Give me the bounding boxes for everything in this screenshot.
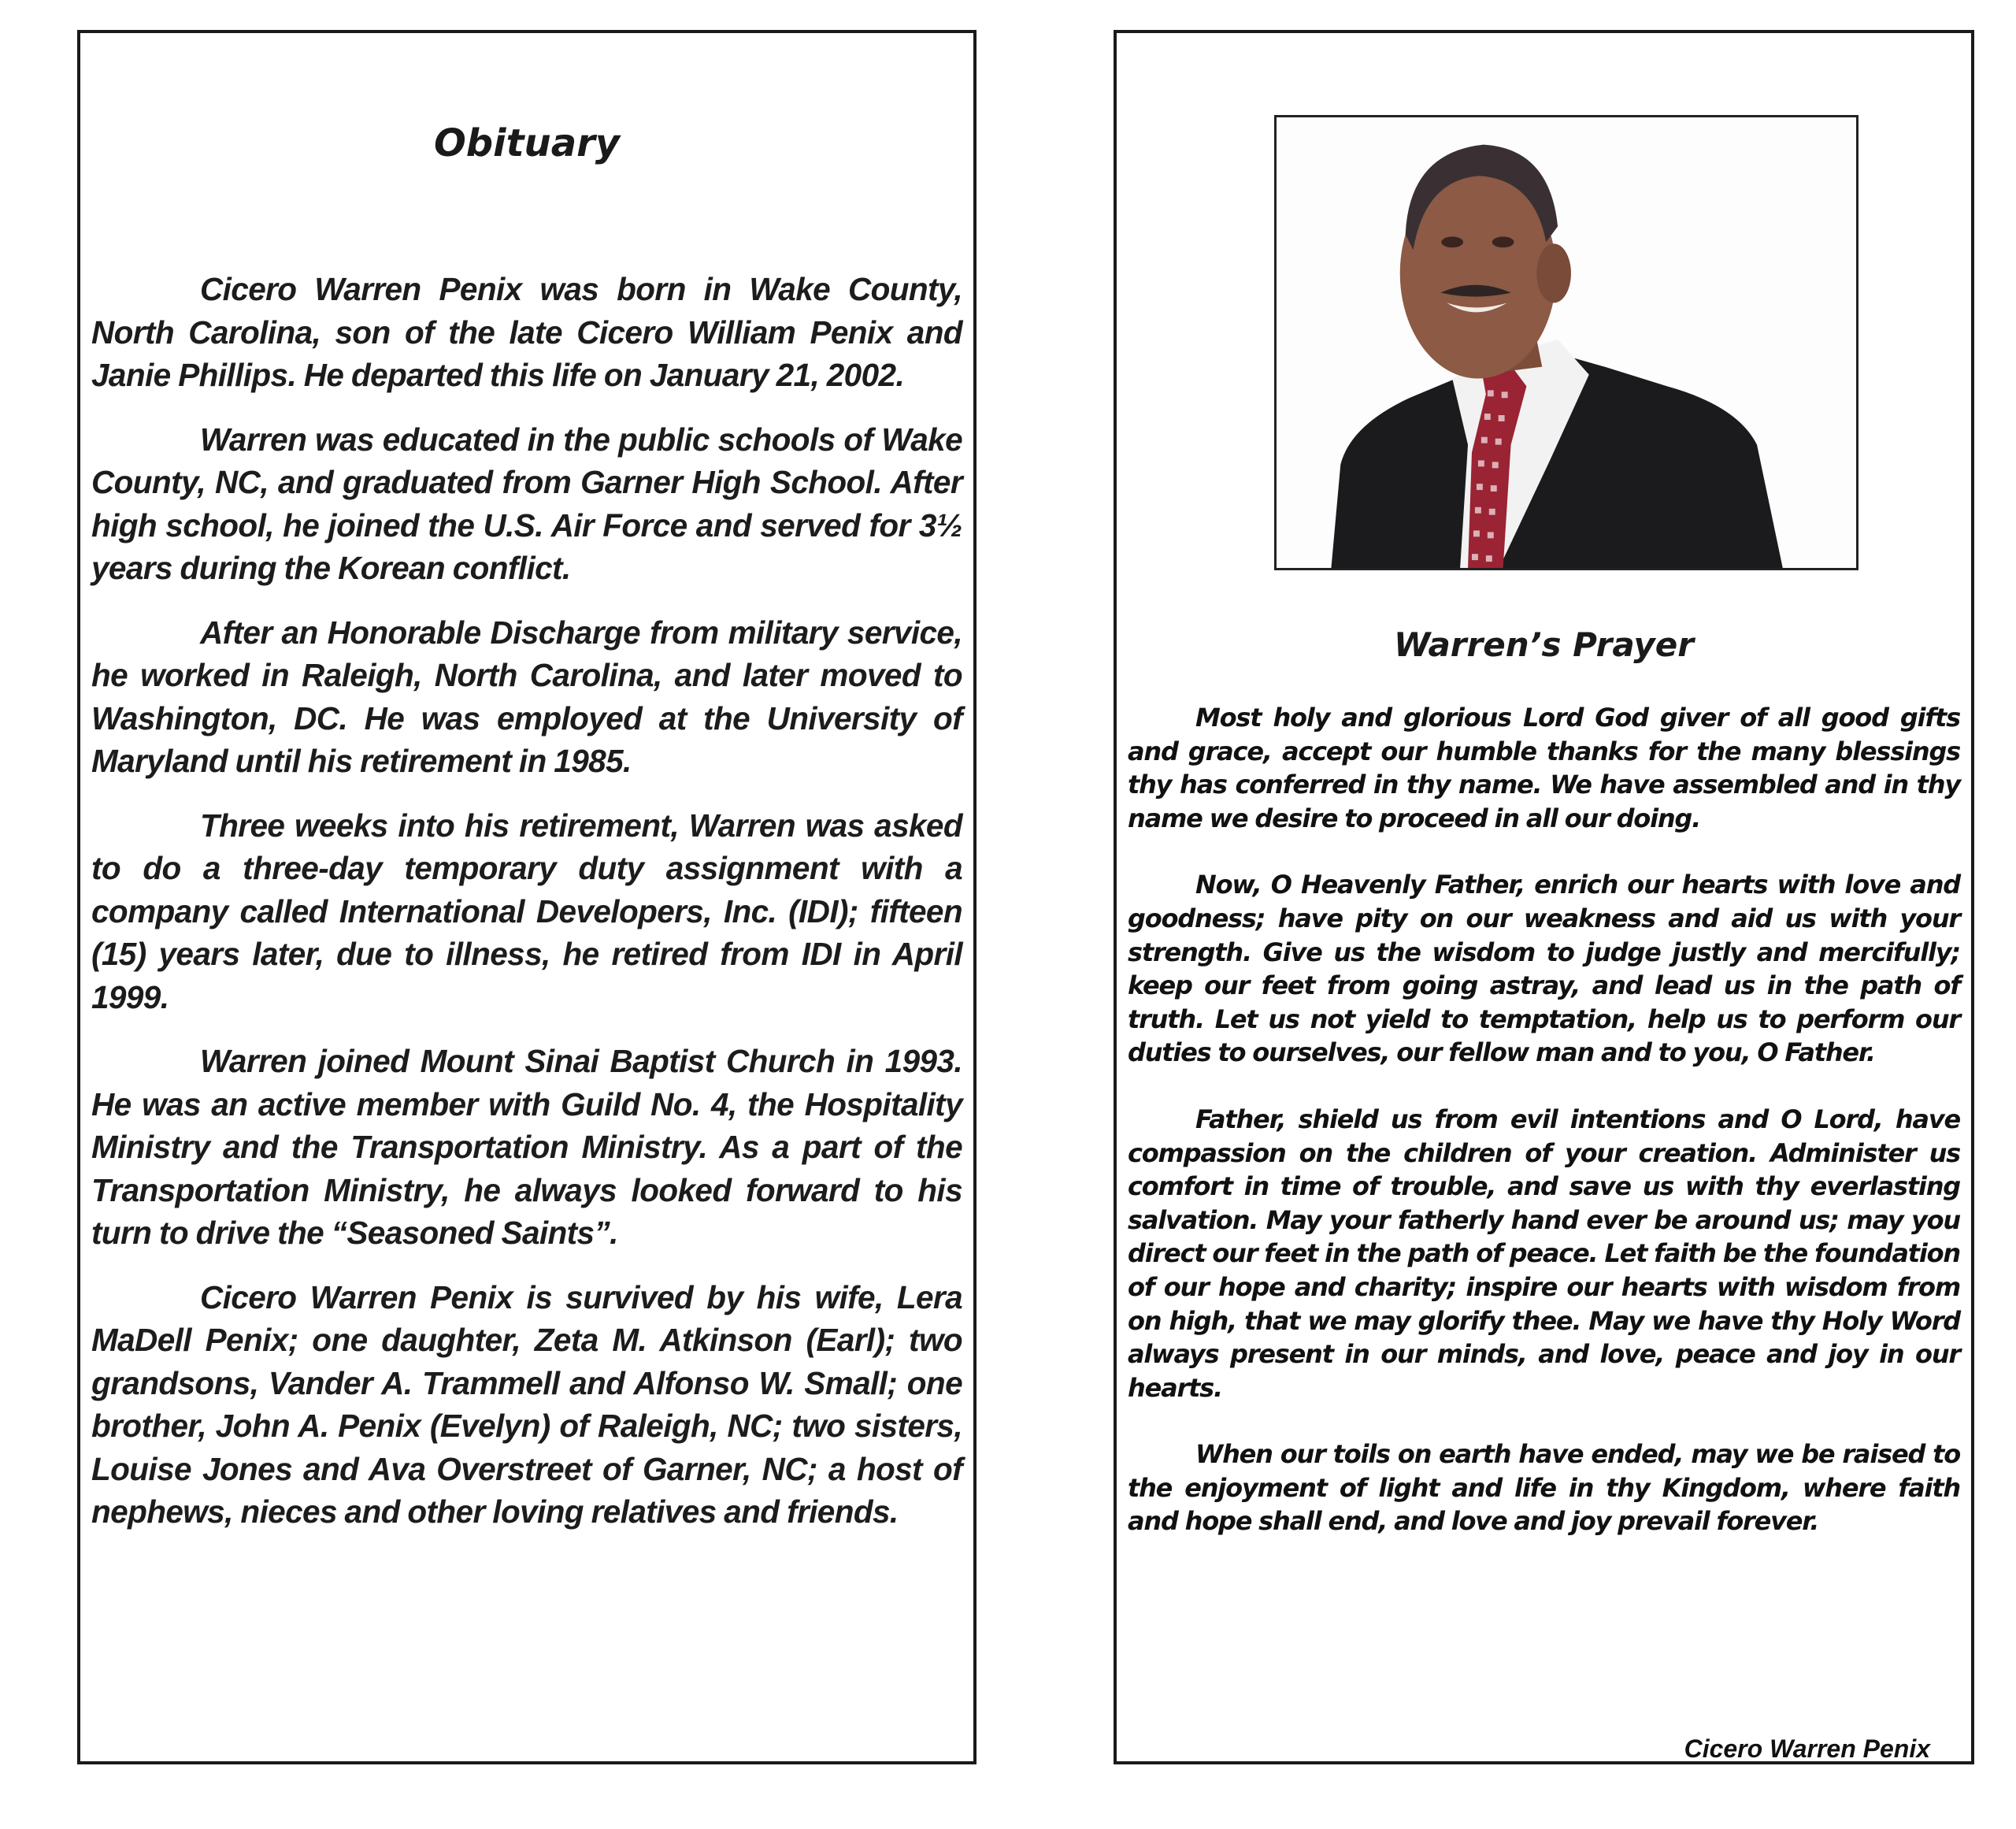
- obituary-body: [91, 268, 962, 1555]
- left-eye: [1441, 236, 1463, 247]
- obituary-paragraph-church: Warren joined Mount Sinai Baptist Church in 1993. He was an active member with Guild No. 4, the Hospitality Ministry and the Transportation Ministry. As a part of the Transportation Ministry, he always looked forward to his turn to drive the “Seasoned Saints”.: [91, 1043, 962, 1251]
- prayer-paragraph-thanks: Most holy and glorious Lord God giver of all good gifts and grace, accept our humble thanks for the many blessings thy has conferred in thy name. We have assembled and in thy name we desire to proceed in all our doing.: [1128, 703, 1960, 833]
- prayer-paragraph-toils: When our toils on earth have ended, may we be raised to the enjoyment of light and life in thy Kingdom, where faith and hope shall end, and love and joy prevail forever.: [1128, 1439, 1960, 1537]
- prayer-body: [1128, 701, 1960, 1571]
- prayer-title: Warren’s Prayer: [1393, 625, 1695, 664]
- prayer-panel: [1114, 30, 1974, 1764]
- prayer-paragraph-heavenly-father: Now, O Heavenly Father, enrich our hearts with love and goodness; have pity on our weakness and aid us with your strength. Give us the wisdom to judge justly and mercifully; keep our feet from going astray, and lead us in the path of truth. Let us not yield to temptation, help us to perform our duties to ourselves, our fellow man and to you, O Father.: [1128, 870, 1960, 1068]
- obituary-paragraph-education: Warren was educated in the public schools of Wake County, NC, and graduated from Garner High School. After high school, he joined the U.S. Air Force and served for 3½ years during the Korean conflict.: [91, 421, 962, 586]
- obituary-paragraph-birth: Cicero Warren Penix was born in Wake County, North Carolina, son of the late Cicero William Penix and Janie Phillips. He departed this life on January 21, 2002.: [91, 271, 962, 393]
- ear: [1536, 243, 1571, 302]
- obituary-title: Obituary: [433, 121, 621, 165]
- prayer-signature: Cicero Warren Penix: [1684, 1734, 1930, 1763]
- portrait-illustration: [1277, 117, 1856, 568]
- obituary-paragraph-career: After an Honorable Discharge from military service, he worked in Raleigh, North Carolina, and later moved to Washington, DC. He was employed at the University of Maryland until his retirement in 1985.: [91, 614, 962, 779]
- obituary-paragraph-survivors: Cicero Warren Penix is survived by his wife, Lera MaDell Penix; one daughter, Zeta M. Atkinson (Earl); two grandsons, Vander A. Trammell and Alfonso W. Small; one brother, John A. Penix (Evelyn) of Raleigh, NC; two sisters, Louise Jones and Ava Overstreet of Garner, NC; a host of nephews, nieces and other loving relatives and friends.: [91, 1278, 962, 1530]
- right-eye: [1492, 236, 1514, 247]
- portrait-photo: [1274, 115, 1858, 570]
- prayer-paragraph-shield: Father, shield us from evil intentions and O Lord, have compassion on the children of your creation. Administer us comfort in time of trouble, and save us with thy everlasting salvation. May your fatherly hand ever be around us; may you direct our feet in the path of peace. Let faith be the foundation of our hope and charity; inspire our hearts with wisdom from on high, that we may glorify thee. May we have thy Holy Word always present in our minds, and love, peace and joy in our hearts.: [1128, 1104, 1960, 1403]
- obituary-paragraph-idi: Three weeks into his retirement, Warren was asked to do a three-day temporary duty assignment with a company called International Developers, Inc. (IDI); fifteen (15) years later, due to illness, he retired from IDI in April 1999.: [91, 807, 962, 1015]
- obituary-panel: [77, 30, 976, 1764]
